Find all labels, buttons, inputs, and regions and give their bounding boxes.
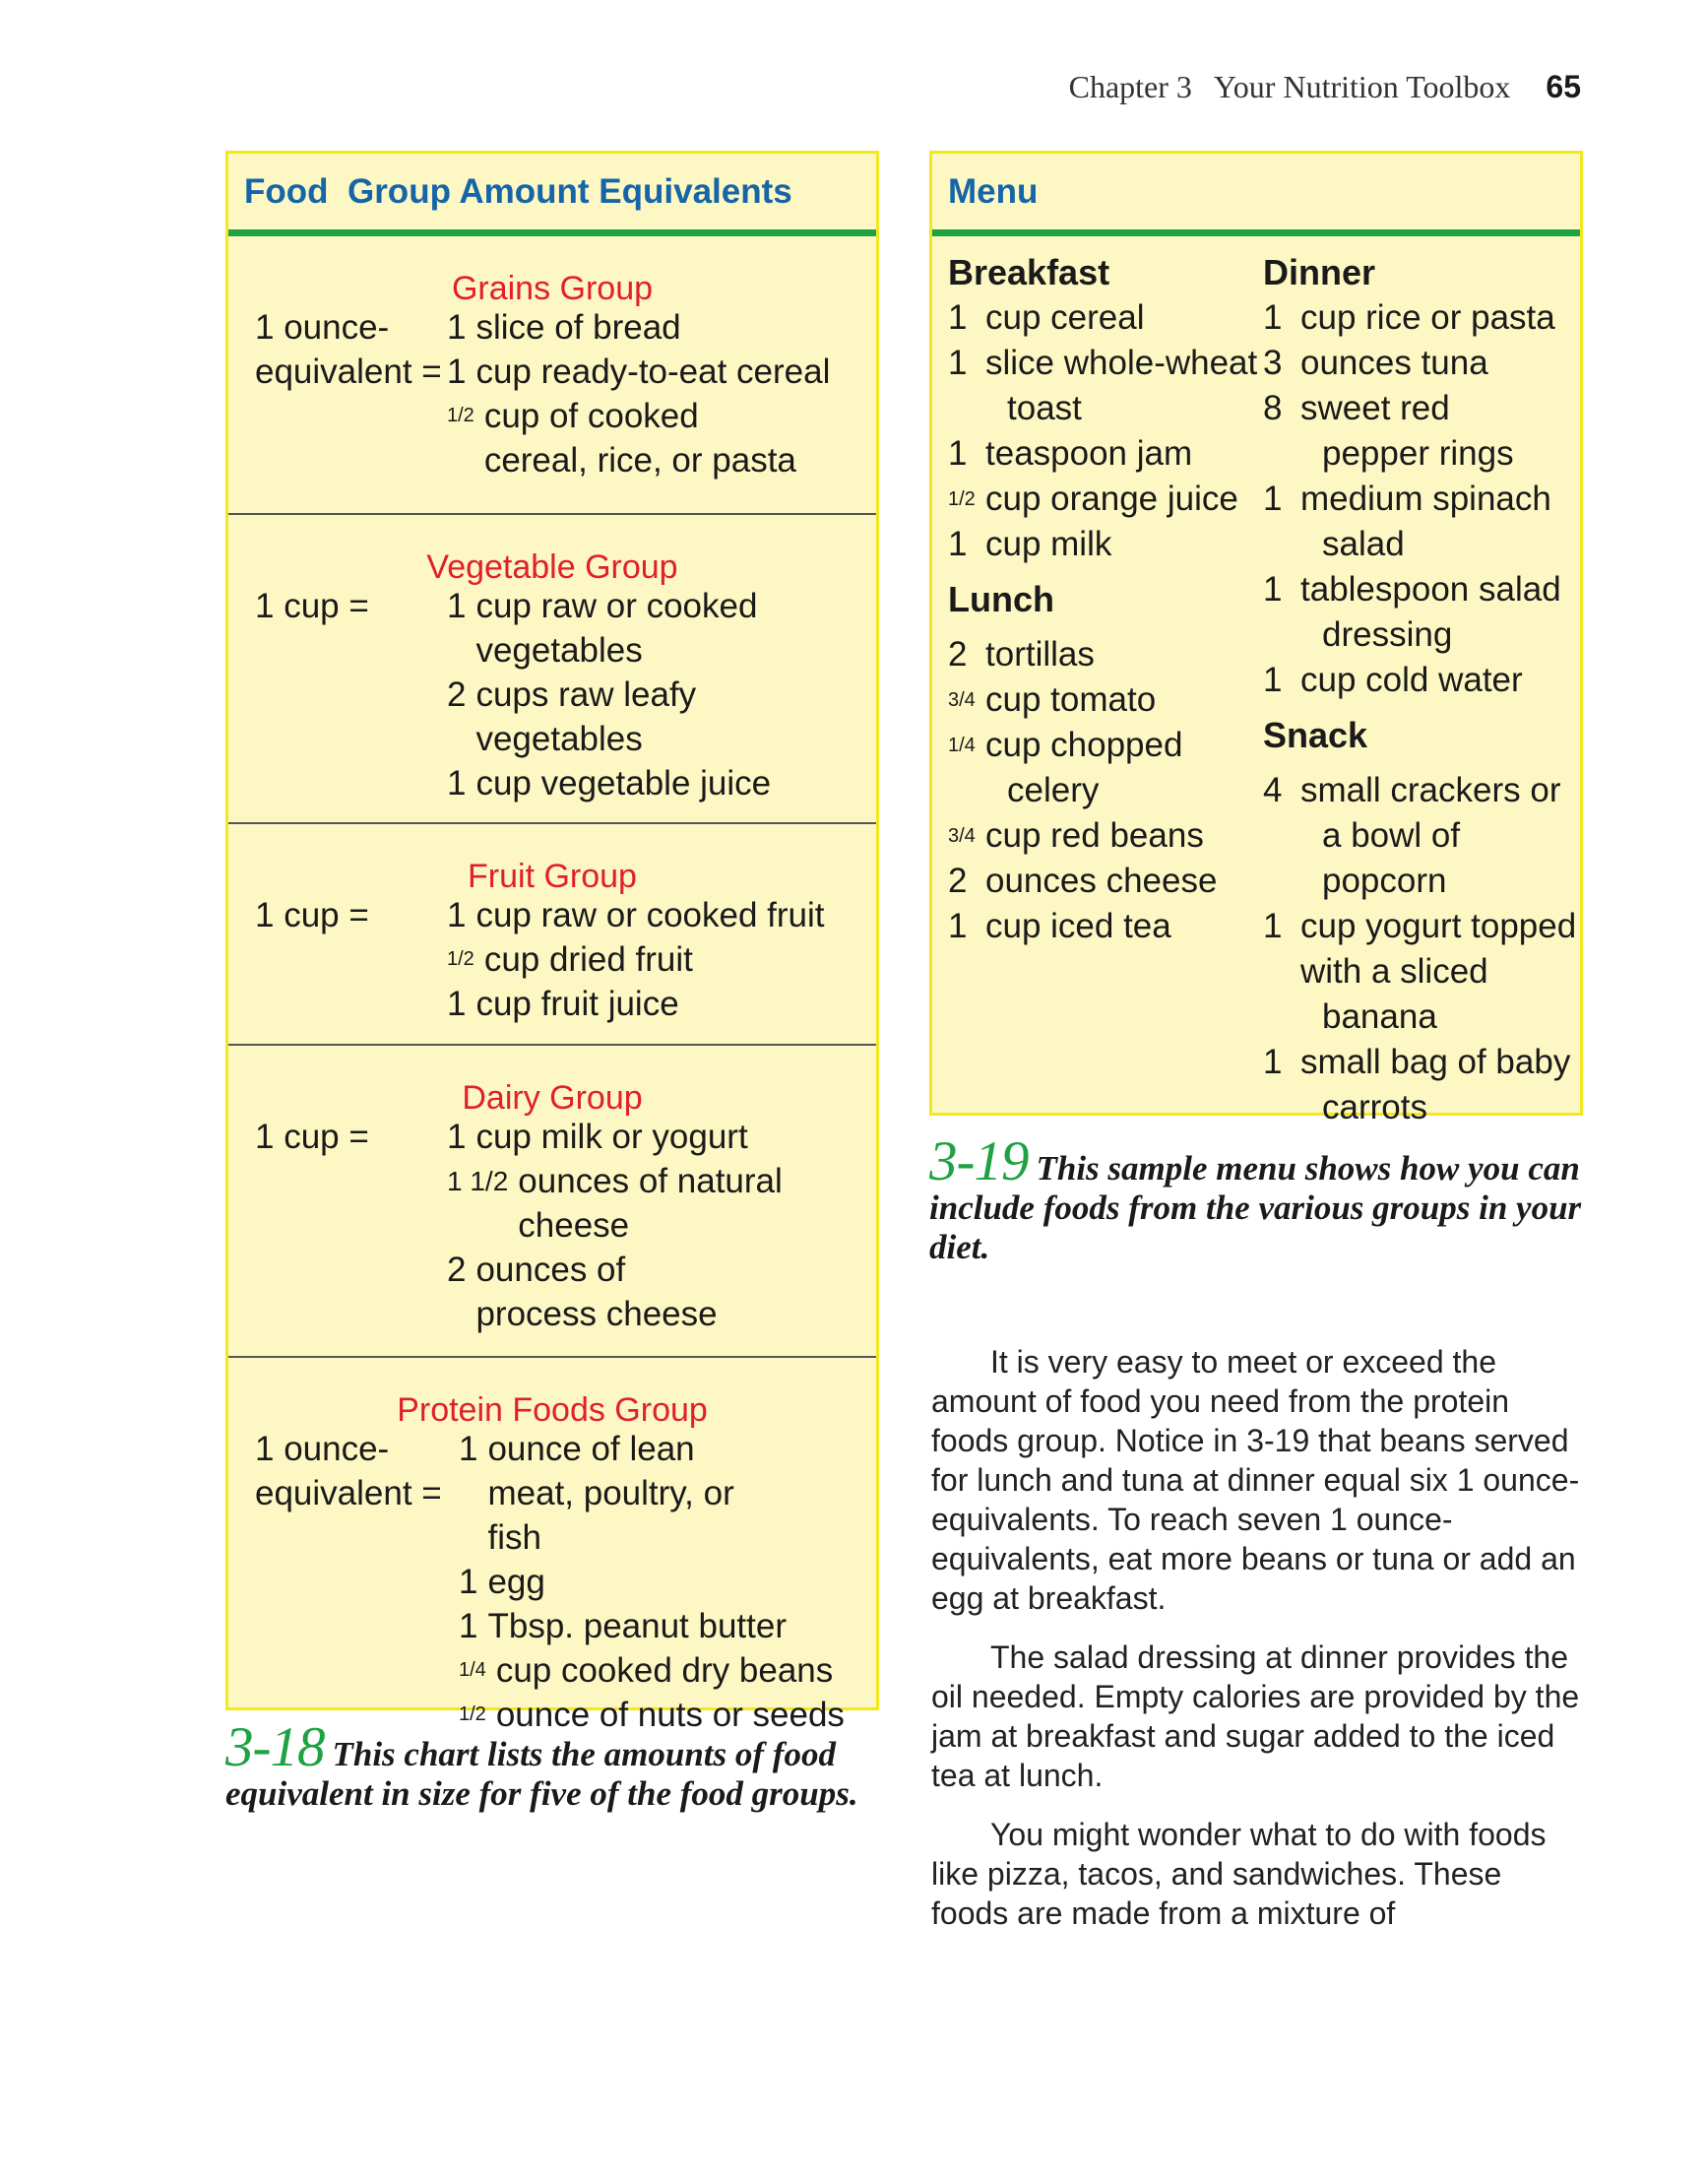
unit-label: 1 cup =	[255, 587, 369, 625]
chapter-title: Your Nutrition Toolbox	[1213, 69, 1511, 104]
unit-label: 1 ounce- equivalent =	[255, 308, 442, 391]
figure-caption-3-19	[929, 1130, 1599, 1267]
figure-number: 3-19	[929, 1130, 1029, 1192]
meal-heading-snack: Snack	[1263, 715, 1368, 755]
fruit-group-section	[228, 824, 876, 1046]
list-item: 1 cup cereal	[948, 298, 1145, 337]
list-item: 1/2 cup dried fruit	[447, 940, 693, 979]
dinner-list	[1263, 295, 1578, 703]
menu-column-right	[1263, 244, 1578, 1130]
section-heading: Protein Foods Group	[397, 1391, 708, 1429]
section-heading: Fruit Group	[468, 858, 637, 895]
list-item: 1 slice of bread	[447, 308, 681, 347]
lunch-list	[948, 632, 1263, 949]
list-item: 1 cup vegetable juice	[447, 764, 772, 803]
table-title: Food Group Amount Equivalents	[228, 154, 876, 236]
list-item: 2 ounces cheese	[948, 862, 1218, 900]
list-item: 1 cup milk or yogurt	[447, 1118, 748, 1156]
list-item: 1 cup raw or cooked fruit	[447, 896, 825, 934]
meal-heading-breakfast: Breakfast	[948, 252, 1110, 292]
caption-text: This sample menu shows how you can include foods from the various groups in your diet.	[929, 1149, 1582, 1266]
list-item: 2 ounces of process cheese	[447, 1251, 718, 1333]
unit-label: 1 cup =	[255, 896, 369, 934]
list-item: 2 cups raw leafy vegetables	[447, 675, 697, 758]
list-item: 1/2 ounce of nuts or seeds	[459, 1696, 845, 1734]
list-item: 1 medium spinach salad	[1263, 480, 1551, 563]
list-item: 1 ounce of lean meat, poultry, or fish	[459, 1430, 734, 1557]
list-item: 1 cup rice or pasta	[1263, 298, 1555, 337]
breakfast-list	[948, 295, 1263, 567]
figure-number: 3-18	[225, 1716, 325, 1778]
section-heading: Dairy Group	[462, 1079, 643, 1117]
page-number: 65	[1546, 69, 1581, 104]
list-item: 1 cup yogurt topped with a sliced banana	[1263, 907, 1577, 1036]
list-item: 1 cup cold water	[1263, 661, 1523, 699]
vegetable-group-section	[228, 515, 876, 824]
list-item: 1/4 cup chopped celery	[948, 726, 1183, 809]
caption-text: This chart lists the amounts of food equivalent in size for five of the food groups.	[225, 1735, 858, 1813]
list-item: 1 small bag of baby carrots	[1263, 1043, 1571, 1126]
list-item: 1 Tbsp. peanut butter	[459, 1607, 788, 1645]
menu-title: Menu	[932, 154, 1580, 236]
list-item: 1 cup fruit juice	[447, 985, 679, 1023]
list-item: 1/4 cup cooked dry beans	[459, 1651, 834, 1690]
list-item: 1 1/2 ounces of natural cheese	[447, 1162, 783, 1245]
sample-menu-box	[929, 151, 1583, 1126]
unit-label: 1 cup =	[255, 1118, 369, 1156]
meal-heading-dinner: Dinner	[1263, 252, 1376, 292]
chapter-label: Chapter 3	[1068, 69, 1192, 104]
meal-heading-lunch: Lunch	[948, 579, 1054, 619]
list-item: 1 tablespoon salad dressing	[1263, 570, 1561, 654]
body-text	[931, 1342, 1581, 1953]
unit-label: 1 ounce- equivalent =	[255, 1430, 442, 1512]
list-item: 1 teaspoon jam	[948, 434, 1193, 473]
snack-list	[1263, 768, 1578, 1130]
list-item: 8 sweet red pepper rings	[1263, 389, 1514, 473]
list-item: 3/4 cup red beans	[948, 816, 1204, 855]
food-group-equivalents-table	[225, 151, 879, 1734]
list-item: 3/4 cup tomato	[948, 680, 1157, 719]
list-item: 1/2 cup of cooked cereal, rice, or pasta	[447, 397, 796, 480]
list-item: 1 cup raw or cooked vegetables	[447, 587, 758, 670]
list-item: 1 slice whole-wheat toast	[948, 344, 1258, 427]
dairy-group-section	[228, 1046, 876, 1358]
running-head	[1069, 69, 1581, 105]
list-item: 1 cup ready-to-eat cereal	[447, 353, 831, 391]
list-item: 1 cup milk	[948, 525, 1112, 563]
section-heading: Vegetable Group	[426, 548, 678, 586]
section-heading: Grains Group	[451, 270, 654, 307]
paragraph: It is very easy to meet or exceed the amount of food you need from the protein foods group. Notice in 3-19 that beans served for lunch and tuna at dinner equal six 1 ounce-equivalents. To reach seven 1 ounce-equivalents, eat more beans or tuna or add an egg at breakfast.	[931, 1344, 1580, 1616]
list-item: 1 egg	[459, 1563, 545, 1601]
grains-group-section	[228, 236, 876, 515]
list-item: 1/2 cup orange juice	[948, 480, 1238, 518]
menu-column-left	[948, 244, 1263, 1130]
figure-caption-3-18	[225, 1716, 895, 1814]
paragraph: The salad dressing at dinner provides the oil needed. Empty calories are provided by the jam at breakfast and sugar added to the iced tea at lunch.	[931, 1639, 1580, 1793]
list-item: 3 ounces tuna	[1263, 344, 1488, 382]
protein-foods-group-section	[228, 1358, 876, 1734]
list-item: 2 tortillas	[948, 635, 1095, 674]
list-item: 1 cup iced tea	[948, 907, 1171, 945]
list-item: 4 small crackers or a bowl of popcorn	[1263, 771, 1561, 900]
paragraph: You might wonder what to do with foods like pizza, tacos, and sandwiches. These foods are made from a mixture of	[931, 1817, 1547, 1931]
